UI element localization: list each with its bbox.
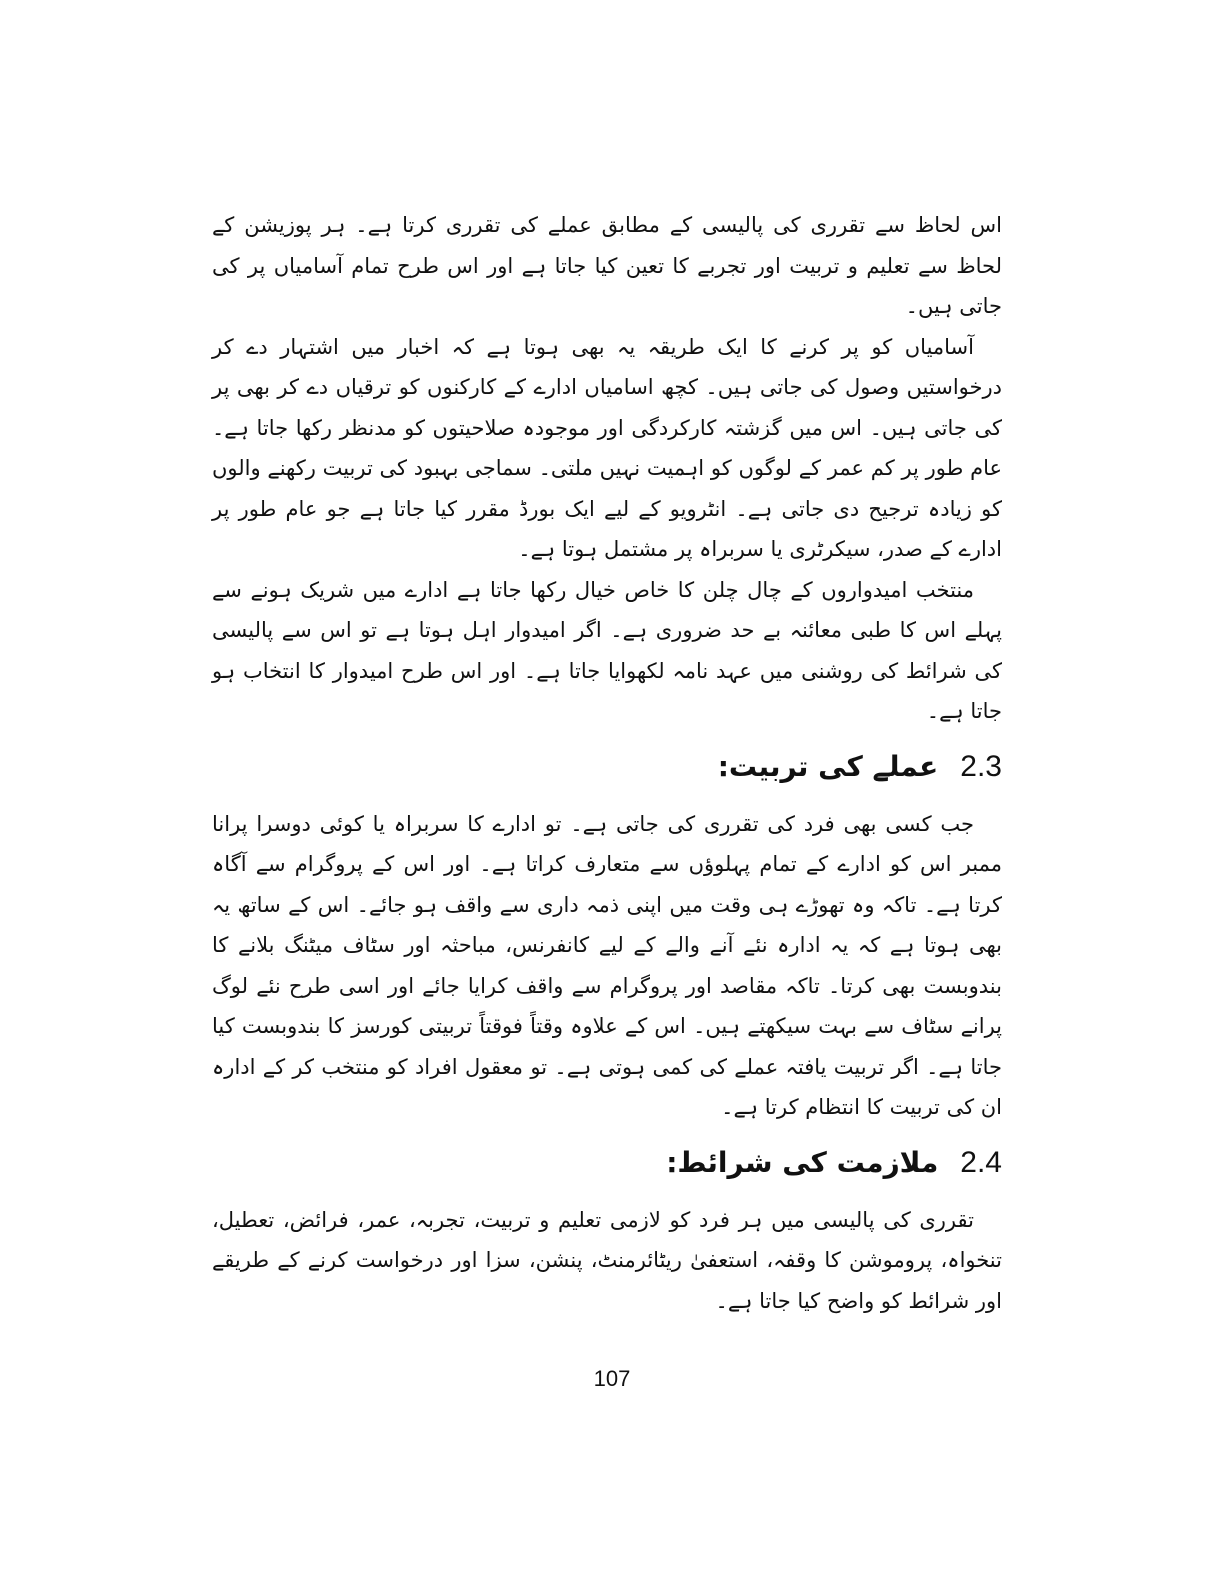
section-number: 2.3 xyxy=(960,749,1002,783)
training-paragraph: جب کسی بھی فرد کی تقرری کی جاتی ہے۔ تو ادارے کا سربراہ یا کوئی دوسرا پرانا ممبر اس کو ادارے کے تمام پہلوؤں سے متعارف کراتا ہے۔ اور اس کے پروگرام سے آگاہ کرتا ہے۔ تاکہ وہ تھوڑے ہی وقت میں اپنی ذمہ داری سے واقف ہو جائے۔ اس کے ساتھ یہ بھی ہوتا ہے کہ یہ ادارہ نئے آنے والے کے لیے کانفرنس، مباحثہ اور سٹاف میٹنگ بلانے کا بندوبست بھی کرتا۔ تاکہ مقاصد اور پروگرام سے واقف کرایا جائے اور اسی طرح نئے لوگ پرانے سٹاف سے بہت سیکھتے ہیں۔ اس کے علاوہ وقتاً فوقتاً تربیتی کورسز کا بندوبست کیا جاتا ہے۔ اگر تربیت یافتہ عملے کی کمی ہوتی ہے۔ تو معقول افراد کو منتخب کر کے ادارہ ان کی تربیت کا انتظام کرتا ہے۔ xyxy=(212,811,1002,1119)
page-number: 107 xyxy=(593,1366,631,1391)
employment-terms-paragraph: تقرری کی پالیسی میں ہر فرد کو لازمی تعلیم و تربیت، تجربہ، عمر، فرائض، تعطیل، تنخواہ، پروموشن کا وقفہ، استعفیٰ ریٹائرمنٹ، پنشن، سزا اور درخواست کرنے کے طریقے اور شرائط کو واضح کیا جاتا ہے۔ xyxy=(212,1207,1002,1313)
document-body xyxy=(212,205,1002,1321)
vacancy-paragraph: آسامیاں کو پر کرنے کا ایک طریقہ یہ بھی ہوتا ہے کہ اخبار میں اشتہار دے کر درخواستیں وصول کی جاتی ہیں۔ کچھ اسامیاں ادارے کے کارکنوں کو ترقیاں دے کر بھی پر کی جاتی ہیں۔ اس میں گزشتہ کارکردگی اور موجودہ صلاحیتوں کو مدنظر رکھا جاتا ہے۔ عام طور پر کم عمر کے لوگوں کو اہمیت نہیں ملتی۔ سماجی بہبود کی تربیت رکھنے والوں کو زیادہ ترجیح دی جاتی ہے۔ انٹرویو کے لیے ایک بورڈ مقرر کیا جاتا ہے جو عام طور پر ادارے کے صدر، سیکرٹری یا سربراہ پر مشتمل ہوتا ہے۔ xyxy=(212,334,1002,561)
section-number: 2.4 xyxy=(960,1145,1002,1179)
section-heading-2-3 xyxy=(212,736,1002,798)
section-title: عملے کی تربیت: xyxy=(717,750,939,783)
intro-paragraph: اس لحاظ سے تقرری کی پالیسی کے مطابق عملے کی تقرری کرتا ہے۔ ہر پوزیشن کے لحاظ سے تعلیم و تربیت اور تجربے کا تعین کیا جاتا ہے اور اس طرح تمام آسامیاں پر کی جاتی ہیں۔ xyxy=(212,213,1002,318)
selection-paragraph: منتخب امیدواروں کے چال چلن کا خاص خیال رکھا جاتا ہے ادارے میں شریک ہونے سے پہلے اس کا طبی معائنہ بے حد ضروری ہے۔ اگر امیدوار اہل ہوتا ہے تو اس سے پالیسی کی شرائط کی روشنی میں عہد نامہ لکھوایا جاتا ہے۔ اور اس طرح امیدوار کا انتخاب ہو جاتا ہے۔ xyxy=(212,577,1002,723)
section-heading-2-4 xyxy=(212,1132,1002,1194)
section-title: ملازمت کی شرائط: xyxy=(666,1146,939,1179)
